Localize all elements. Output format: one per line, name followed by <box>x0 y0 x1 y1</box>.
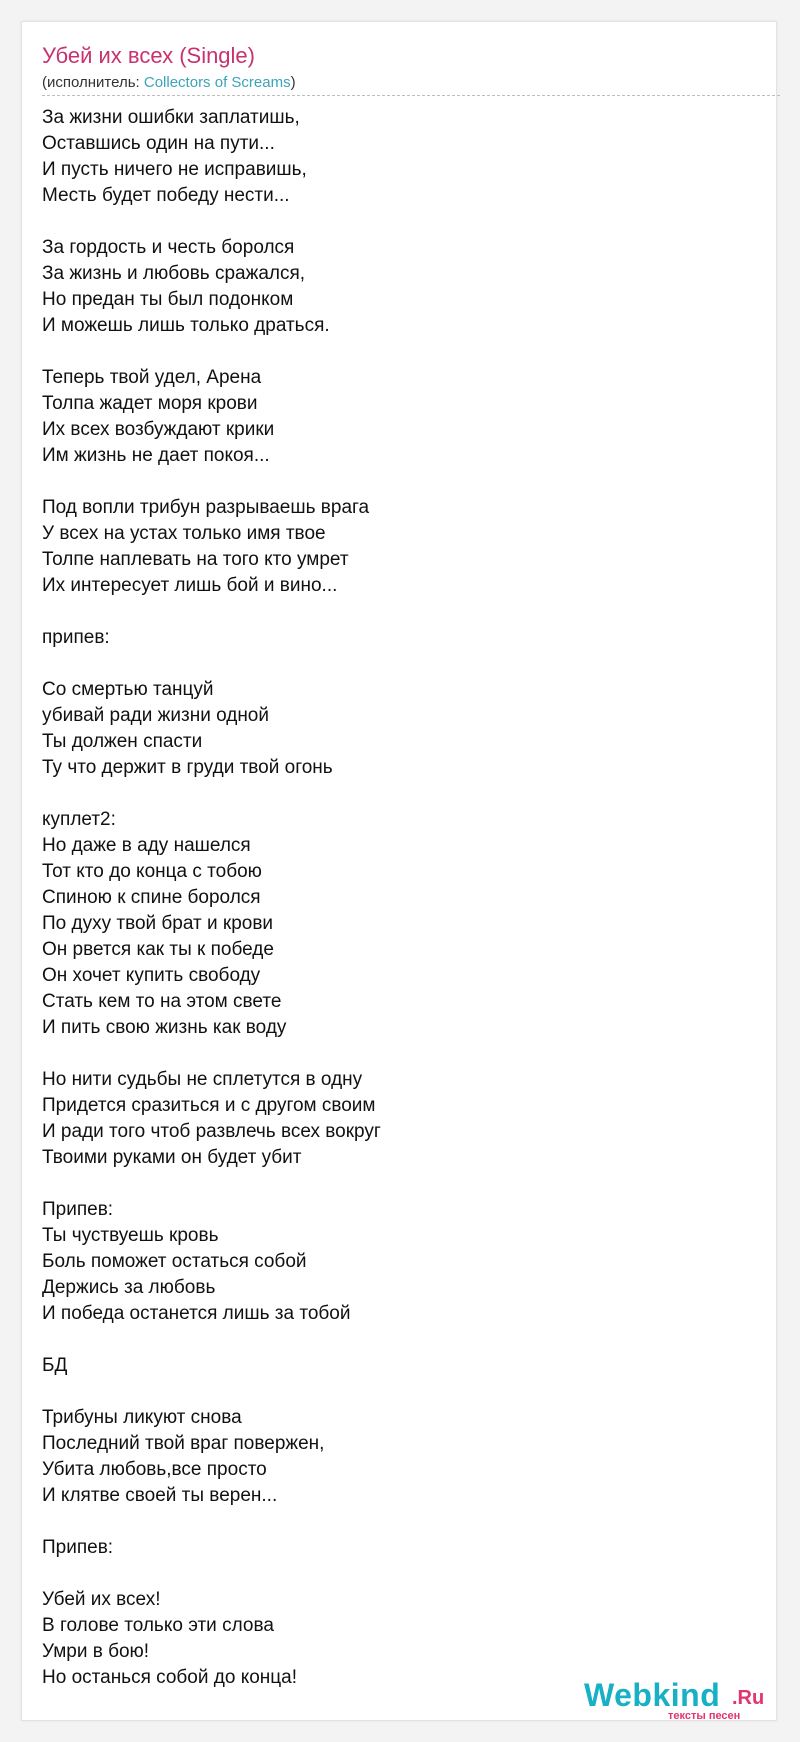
lyric-line: И пить свою жизнь как воду <box>42 1017 287 1038</box>
logo-name: Webkind <box>584 1677 721 1713</box>
lyric-line: У всех на устах только имя твое <box>42 523 326 544</box>
lyric-line: Их интересует лишь бой и вино... <box>42 575 338 596</box>
lyric-line: Ту что держит в груди твой огонь <box>42 757 333 778</box>
lyric-line: И победа останется лишь за тобой <box>42 1303 351 1324</box>
title-divider <box>42 95 780 96</box>
lyric-line: И пусть ничего не исправишь, <box>42 159 307 180</box>
lyric-line: Стать кем то на этом свете <box>42 991 282 1012</box>
logo-tld: .Ru <box>732 1687 765 1709</box>
lyric-line: Убей их всех! <box>42 1589 161 1610</box>
stanza-gap <box>42 1561 742 1587</box>
lyric-line: Спиною к спине боролся <box>42 887 261 908</box>
lyric-line: Но останься собой до конца! <box>42 1667 298 1688</box>
stanza-gap <box>42 1509 742 1535</box>
lyric-line: убивай ради жизни одной <box>42 705 269 726</box>
lyric-line: Он хочет купить свободу <box>42 965 261 986</box>
lyrics-text <box>42 105 742 1691</box>
stanza-gap <box>42 469 742 495</box>
lyric-line: Им жизнь не дает покоя... <box>42 445 270 466</box>
lyric-line: И клятве своей ты верен... <box>42 1485 278 1506</box>
lyric-line: Теперь твой удел, Арена <box>42 367 262 388</box>
stanza-gap <box>42 1379 742 1405</box>
stanza-gap <box>42 339 742 365</box>
lyric-line: Он рвется как ты к победе <box>42 939 274 960</box>
lyric-line: Но предан ты был подонком <box>42 289 294 310</box>
lyric-line: Боль поможет остаться собой <box>42 1251 307 1272</box>
lyric-line: По духу твой брат и крови <box>42 913 274 934</box>
song-title: Убей их всех (Single) <box>42 43 255 68</box>
lyric-line: Толпа жадет моря крови <box>42 393 258 414</box>
lyric-line: БД <box>42 1355 68 1376</box>
lyric-line: Но нити судьбы не сплетутся в одну <box>42 1069 363 1090</box>
lyric-line: За жизни ошибки заплатишь, <box>42 107 300 128</box>
lyric-line: Тот кто до конца с тобою <box>42 861 262 882</box>
lyrics-card <box>21 21 777 1721</box>
stanza-gap <box>42 781 742 807</box>
lyric-line: Толпе наплевать на того кто умрет <box>42 549 349 570</box>
artist-prefix: (исполнитель: <box>42 74 144 91</box>
stanza-gap <box>42 1327 742 1353</box>
lyric-line: Их всех возбуждают крики <box>42 419 275 440</box>
lyric-line: припев: <box>42 627 110 648</box>
lyric-line: За жизнь и любовь сражался, <box>42 263 306 284</box>
stanza-gap <box>42 1171 742 1197</box>
lyric-line: Ты чуствуешь кровь <box>42 1225 219 1246</box>
lyric-line: И ради того чтоб развлечь всех вокруг <box>42 1121 381 1142</box>
lyric-line: Последний твой враг повержен, <box>42 1433 325 1454</box>
site-logo[interactable] <box>584 1677 774 1722</box>
lyric-line: Трибуны ликуют снова <box>42 1407 242 1428</box>
lyric-line: куплет2: <box>42 809 116 830</box>
artist-line <box>42 74 296 91</box>
artist-link[interactable]: Collectors of Screams <box>143 74 291 91</box>
lyric-line: Под вопли трибун разрываешь врага <box>42 497 370 518</box>
logo-tagline: тексты песен <box>668 1710 741 1722</box>
lyric-line: Со смертью танцуй <box>42 679 214 700</box>
lyric-line: В голове только эти слова <box>42 1615 274 1636</box>
lyric-line: Убита любовь,все просто <box>42 1459 267 1480</box>
lyric-line: Припев: <box>42 1537 114 1558</box>
stanza-gap <box>42 599 742 625</box>
lyric-line: Оставшись один на пути... <box>42 133 275 154</box>
lyric-line: Ты должен спасти <box>42 731 203 752</box>
lyric-line: За гордость и честь боролся <box>42 237 295 258</box>
stanza-gap <box>42 651 742 677</box>
lyric-line: Придется сразиться и с другом своим <box>42 1095 376 1116</box>
lyric-line: Припев: <box>42 1199 114 1220</box>
lyric-line: Но даже в аду нашелся <box>42 835 251 856</box>
stanza-gap <box>42 1041 742 1067</box>
lyric-line: И можешь лишь только драться. <box>42 315 330 336</box>
artist-suffix: ) <box>290 74 296 91</box>
stanza-gap <box>42 209 742 235</box>
lyric-line: Умри в бою! <box>42 1641 150 1662</box>
lyric-line: Держись за любовь <box>42 1277 216 1298</box>
lyric-line: Месть будет победу нести... <box>42 185 290 206</box>
lyric-line: Твоими руками он будет убит <box>42 1147 302 1168</box>
